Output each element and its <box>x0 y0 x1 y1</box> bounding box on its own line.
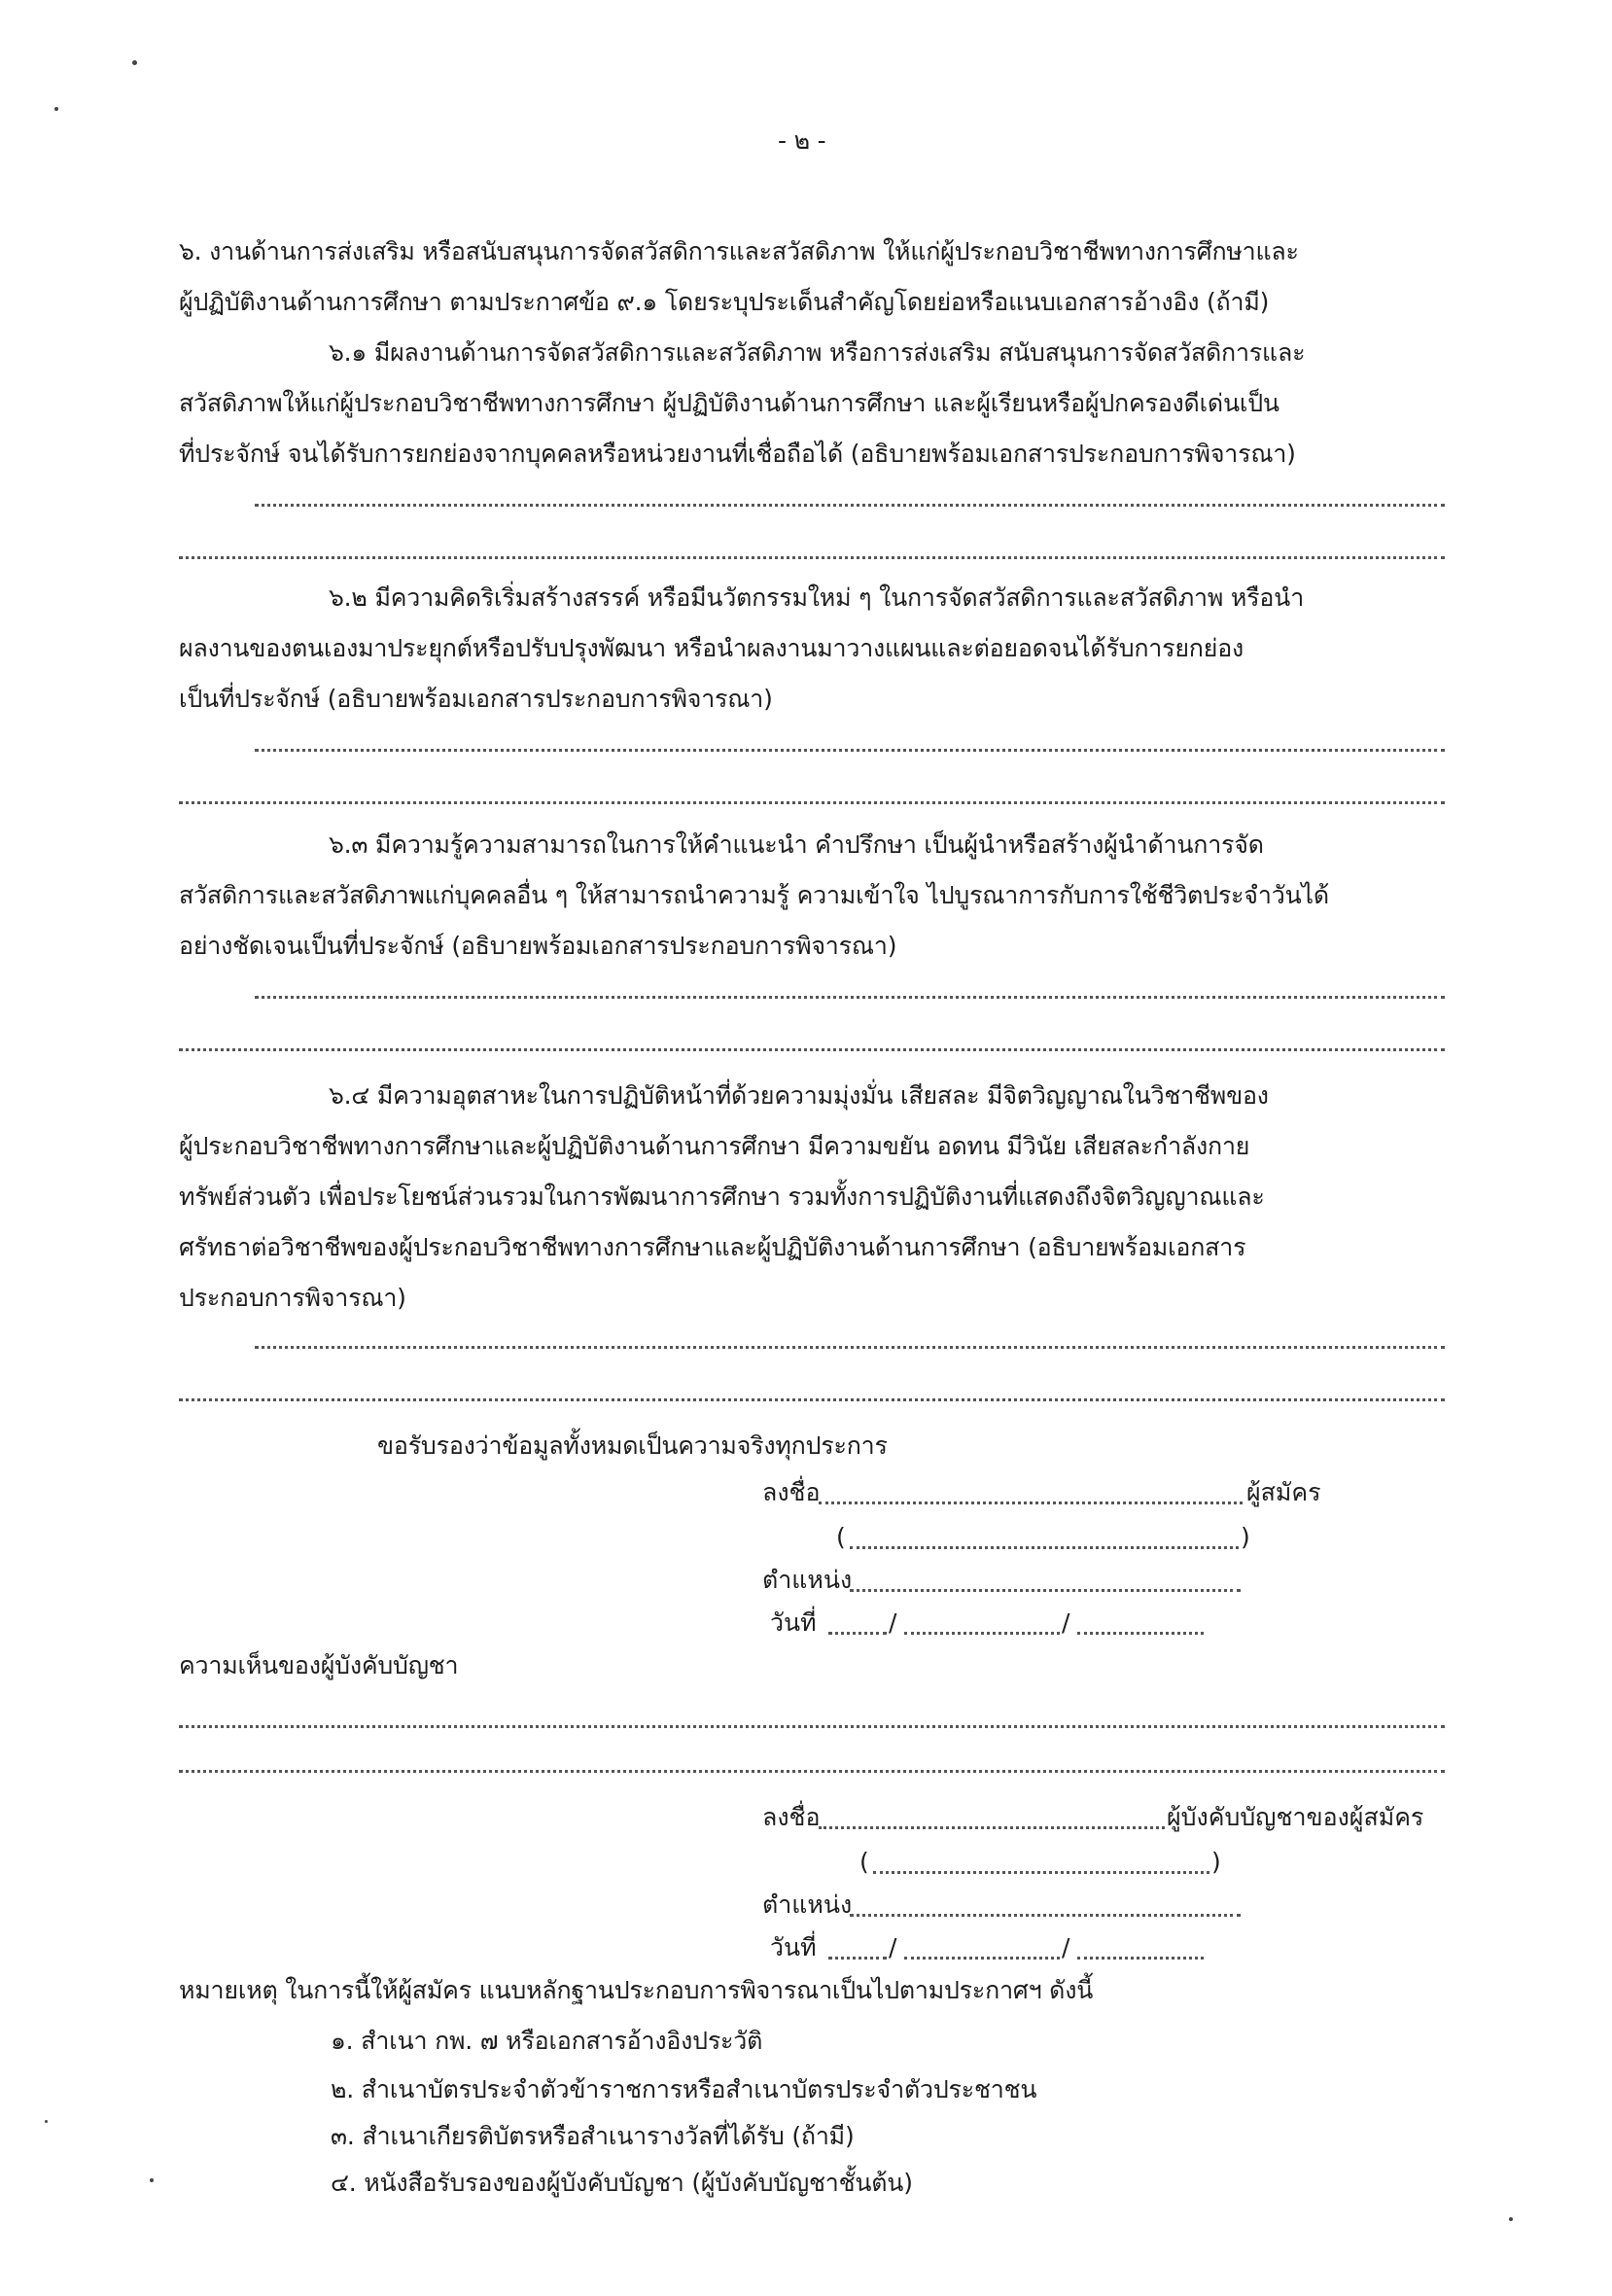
applicant-month-line[interactable] <box>904 1632 1060 1635</box>
supervisor-position-line[interactable] <box>850 1914 1241 1917</box>
page-number: - ๒ - <box>778 126 826 155</box>
supervisor-close-paren: ) <box>1211 1848 1221 1876</box>
date-separator: / <box>1062 1933 1070 1961</box>
scan-speck <box>132 60 137 65</box>
supervisor-opinion-label: ความเห็นของผู้บังคับบัญชา <box>179 1651 459 1679</box>
scan-speck <box>45 2120 48 2123</box>
answer-line[interactable] <box>179 1398 1445 1401</box>
answer-line[interactable] <box>179 801 1445 804</box>
applicant-open-paren: ( <box>836 1523 846 1551</box>
section-heading-line: ๖. งานด้านการส่งเสริม หรือสนับสนุนการจัดสวัสดิการและสวัสดิภาพ ให้แก่ผู้ประกอบวิชาชีพทางการศึกษาและ <box>179 237 1299 265</box>
supervisor-open-paren: ( <box>859 1848 869 1876</box>
supervisor-year-line[interactable] <box>1077 1957 1204 1960</box>
item-text-line: อย่างชัดเจนเป็นที่ประจักษ์ (อธิบายพร้อมเอกสารประกอบการพิจารณา) <box>179 932 897 960</box>
opinion-line[interactable] <box>179 1725 1445 1728</box>
answer-line[interactable] <box>179 1048 1445 1051</box>
item-text-line: ศรัทธาต่อวิชาชีพของผู้ประกอบวิชาชีพทางการศึกษาและผู้ปฏิบัติงานด้านการศึกษา (อธิบายพร้อมเอกสาร <box>179 1233 1246 1261</box>
answer-line[interactable] <box>255 504 1445 507</box>
note-heading: หมายเหตุ ในการนี้ให้ผู้สมัคร แนบหลักฐานประกอบการพิจารณาเป็นไปตามประกาศฯ ดังนี้ <box>179 1976 1094 2004</box>
item-text-line: ๖.๒ มีความคิดริเริ่มสร้างสรรค์ หรือมีนวัตกรรมใหม่ ๆ ในการจัดสวัสดิการและสวัสดิภาพ หรือนำ <box>329 583 1305 612</box>
item-text-line: ทรัพย์ส่วนตัว เพื่อประโยชน์ส่วนรวมในการพัฒนาการศึกษา รวมทั้งการปฏิบัติงานที่แสดงถึงจิตวิญญาณและ <box>179 1183 1265 1211</box>
scan-speck <box>54 107 58 111</box>
supervisor-sign-label: ลงชื่อ <box>762 1803 821 1831</box>
note-item: ๓. สำเนาเกียรติบัตรหรือสำเนารางวัลที่ได้รับ (ถ้ามี) <box>331 2122 855 2150</box>
applicant-name-line[interactable] <box>850 1546 1239 1549</box>
date-separator: / <box>889 1608 897 1637</box>
note-item: ๔. หนังสือรับรองของผู้บังคับบัญชา (ผู้บังคับบัญชาชั้นต้น) <box>331 2169 913 2197</box>
note-item: ๑. สำเนา กพ. ๗ หรือเอกสารอ้างอิงประวัติ <box>331 2027 763 2055</box>
item-text-line: ๖.๓ มีความรู้ความสามารถในการให้คำแนะนำ คำปรึกษา เป็นผู้นำหรือสร้างผู้นำด้านการจัด <box>329 830 1264 859</box>
item-text-line: ๖.๑ มีผลงานด้านการจัดสวัสดิการและสวัสดิภาพ หรือการส่งเสริม สนับสนุนการจัดสวัสดิการและ <box>329 338 1306 367</box>
item-text-line: ๖.๔ มีความอุตสาหะในการปฏิบัติหน้าที่ด้วยความมุ่งมั่น เสียสละ มีจิตวิญญาณในวิชาชีพของ <box>329 1081 1269 1110</box>
answer-line[interactable] <box>179 556 1445 559</box>
item-text-line: ผู้ประกอบวิชาชีพทางการศึกษาและผู้ปฏิบัติงานด้านการศึกษา มีความขยัน อดทน มีวินัย เสียสละกำลังกาย <box>179 1132 1250 1160</box>
scan-speck <box>1509 2217 1513 2221</box>
item-text-line: ผลงานของตนเองมาประยุกต์หรือปรับปรุงพัฒนา หรือนำผลงานมาวางแผนและต่อยอดจนได้รับการยกย่อง <box>179 634 1244 662</box>
supervisor-name-line[interactable] <box>873 1871 1209 1874</box>
applicant-position-line[interactable] <box>850 1589 1241 1592</box>
supervisor-day-line[interactable] <box>828 1957 887 1960</box>
opinion-line[interactable] <box>179 1770 1445 1773</box>
answer-line[interactable] <box>255 1346 1445 1349</box>
supervisor-month-line[interactable] <box>904 1957 1060 1960</box>
applicant-sign-label: ลงชื่อ <box>762 1478 821 1506</box>
date-separator: / <box>1062 1608 1070 1637</box>
supervisor-sign-role: ผู้บังคับบัญชาของผู้สมัคร <box>1167 1803 1424 1831</box>
item-text-line: สวัสดิภาพให้แก่ผู้ประกอบวิชาชีพทางการศึกษา ผู้ปฏิบัติงานด้านการศึกษา และผู้เรียนหรือผู้ปกครองดีเด่นเป็น <box>179 389 1279 417</box>
item-text-line: ที่ประจักษ์ จนได้รับการยกย่องจากบุคคลหรือหน่วยงานที่เชื่อถือได้ (อธิบายพร้อมเอกสารประกอบการพิจารณา) <box>179 440 1296 468</box>
applicant-date-label: วันที่ <box>770 1608 817 1637</box>
item-text-line: สวัสดิการและสวัสดิภาพแก่บุคคลอื่น ๆ ให้สามารถนำความรู้ ความเข้าใจ ไปบูรณาการกับการใช้ชีวิตประจำวันได้ <box>179 881 1329 909</box>
supervisor-position-label: ตำแหน่ง <box>762 1890 853 1919</box>
applicant-day-line[interactable] <box>828 1632 887 1635</box>
item-text-line: ประกอบการพิจารณา) <box>179 1284 406 1312</box>
applicant-year-line[interactable] <box>1077 1632 1204 1635</box>
supervisor-date-label: วันที่ <box>770 1933 817 1961</box>
scan-speck <box>150 2178 154 2182</box>
supervisor-sign-line[interactable] <box>819 1826 1165 1829</box>
applicant-close-paren: ) <box>1241 1523 1250 1551</box>
item-text-line: เป็นที่ประจักษ์ (อธิบายพร้อมเอกสารประกอบการพิจารณา) <box>179 685 773 713</box>
date-separator: / <box>889 1933 897 1961</box>
section-heading-line: ผู้ปฏิบัติงานด้านการศึกษา ตามประกาศข้อ ๙.๑ โดยระบุประเด็นสำคัญโดยย่อหรือแนบเอกสารอ้างอิง (ถ้ามี) <box>179 288 1270 316</box>
answer-line[interactable] <box>255 996 1445 999</box>
answer-line[interactable] <box>255 749 1445 752</box>
applicant-sign-role: ผู้สมัคร <box>1246 1478 1321 1506</box>
applicant-sign-line[interactable] <box>819 1501 1243 1504</box>
applicant-position-label: ตำแหน่ง <box>762 1566 853 1594</box>
note-item: ๒. สำเนาบัตรประจำตัวข้าราชการหรือสำเนาบัตรประจำตัวประชาชน <box>331 2075 1037 2103</box>
certify-statement: ขอรับรองว่าข้อมูลทั้งหมดเป็นความจริงทุกประการ <box>377 1431 888 1460</box>
